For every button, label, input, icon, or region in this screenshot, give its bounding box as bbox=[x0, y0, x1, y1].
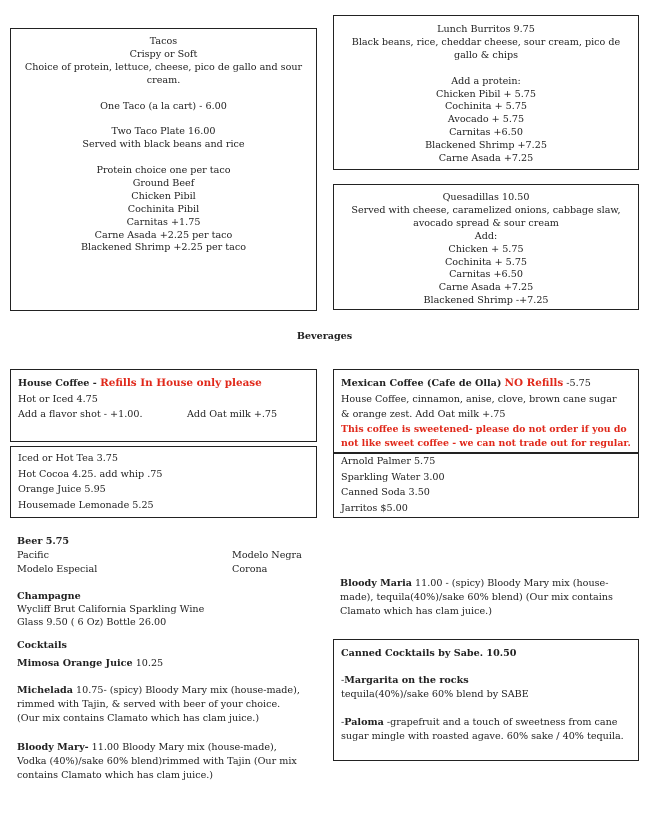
mexican-coffee-warning-1: This coffee is sweetened- please do not order if you do bbox=[341, 423, 627, 435]
quesadillas-desc-2: avocado spread & sour cream bbox=[413, 217, 559, 229]
paloma-desc: -grapefruit and a touch of sweetness from cane sugar mingle with roasted agave. 60% sake / 40% tequila. bbox=[341, 717, 624, 742]
drink-item: Iced or Hot Tea 3.75 bbox=[18, 453, 118, 464]
quesadillas-title: Quesadillas 10.50 bbox=[442, 192, 530, 203]
beer-section bbox=[17, 535, 317, 577]
flavor-shot: Add a flavor shot - +1.00. bbox=[18, 409, 143, 420]
drink-item: Canned Soda 3.50 bbox=[341, 487, 430, 498]
tacos-one: One Taco (a la cart) - 6.00 bbox=[100, 100, 227, 112]
tacos-protein-item: Carne Asada +2.25 per taco bbox=[94, 229, 233, 241]
drinks-right-section bbox=[333, 453, 639, 518]
house-coffee-refills: Refills In House only please bbox=[100, 377, 262, 389]
tacos-protein-item: Cochinita Pibil bbox=[127, 203, 200, 215]
quesadillas-protein-item: Chicken + 5.75 bbox=[448, 243, 524, 255]
quesadillas-protein-item: Carnitas +6.50 bbox=[449, 269, 523, 281]
mexican-coffee-desc-2: & orange zest. Add Oat milk +.75 bbox=[341, 409, 506, 420]
tacos-section bbox=[10, 28, 317, 311]
drink-item: Arnold Palmer 5.75 bbox=[341, 456, 436, 467]
burritos-protein-item: Carnitas +6.50 bbox=[449, 127, 523, 139]
cocktails-title: Cocktails bbox=[17, 640, 67, 651]
drink-item: Hot Cocoa 4.25. add whip .75 bbox=[18, 468, 163, 480]
champagne-title: Champagne bbox=[17, 591, 81, 602]
mimosa bbox=[17, 657, 317, 671]
burritos-title: Lunch Burritos 9.75 bbox=[437, 24, 535, 35]
margarita bbox=[341, 674, 638, 702]
burritos-protein-item: Avocado + 5.75 bbox=[447, 114, 525, 126]
house-coffee-title: House Coffee bbox=[18, 378, 90, 389]
burritos-protein-item: Chicken Pibil + 5.75 bbox=[436, 88, 536, 100]
drinks-left-section bbox=[10, 446, 317, 518]
tacos-plate-desc: Served with black beans and rice bbox=[82, 139, 245, 151]
mexican-coffee-section bbox=[333, 369, 639, 453]
mexican-coffee-warning-2: not like sweet coffee - we can not trade out for regular. bbox=[341, 437, 631, 449]
burritos-desc-1: Black beans, rice, cheddar cheese, sour cream, pico de bbox=[351, 36, 621, 48]
mexican-coffee-no-refills: NO Refills bbox=[504, 377, 564, 389]
burritos-protein-item: Blackened Shrimp +7.25 bbox=[425, 140, 547, 152]
beer-item: Modelo Negra bbox=[232, 550, 302, 561]
burritos-protein-item: Cochinita + 5.75 bbox=[444, 101, 528, 113]
oat-milk: Add Oat milk +.75 bbox=[187, 409, 278, 420]
mexican-coffee-desc-1: House Coffee, cinnamon, anise, clove, brown cane sugar bbox=[341, 393, 617, 405]
michelada-name: Michelada bbox=[17, 685, 73, 696]
drink-item: Jarritos $5.00 bbox=[341, 502, 408, 514]
beer-item: Corona bbox=[232, 564, 268, 575]
mimosa-price: 10.25 bbox=[132, 658, 164, 669]
quesadillas-protein-item: Cochinita + 5.75 bbox=[444, 256, 528, 268]
drink-item: Housemade Lemonade 5.25 bbox=[18, 499, 154, 511]
paloma-name: Paloma bbox=[344, 717, 384, 728]
michelada-desc: 10.75- (spicy) Bloody Mary mix (house-made), rimmed with Tajin, & served with beer of your choice. (Our mix contains Clamato which has clam juice.) bbox=[17, 685, 300, 724]
bloody-maria-desc: 11.00 - (spicy) Bloody Mary mix (house-made), tequila(40%)/sake 60% blend) (Our mix contains Clamato which has clam juice.) bbox=[340, 578, 613, 617]
burritos-desc-2: gallo & chips bbox=[453, 49, 519, 61]
canned-title: Canned Cocktails by Sabe. 10.50 bbox=[341, 648, 517, 659]
mimosa-name: Mimosa Orange Juice bbox=[17, 658, 133, 669]
mexican-coffee-title-line bbox=[341, 376, 638, 392]
michelada bbox=[17, 684, 305, 726]
tacos-protein-header: Protein choice one per taco bbox=[96, 165, 231, 177]
burritos-add: Add a protein: bbox=[451, 75, 521, 87]
house-coffee-title-line bbox=[18, 376, 316, 392]
house-coffee-price: Hot or Iced 4.75 bbox=[18, 393, 98, 405]
tacos-protein-item: Chicken Pibil bbox=[131, 190, 196, 202]
bloody-maria-name: Bloody Maria bbox=[340, 578, 412, 589]
tacos-protein-item: Ground Beef bbox=[132, 177, 195, 189]
burritos-protein-item: Carne Asada +7.25 bbox=[438, 153, 534, 165]
tacos-protein-item: Carnitas +1.75 bbox=[126, 216, 201, 228]
tacos-title: Tacos bbox=[149, 36, 178, 47]
tacos-desc-2: cream. bbox=[146, 74, 181, 86]
bloody-mary-name: Bloody Mary- bbox=[17, 742, 89, 753]
bloody-mary-desc: 11.00 Bloody Mary mix (house-made), Vodka (40%)/sake 60% blend)rimmed with Tajin (Our mix contains Clamato which has clam juice.) bbox=[17, 742, 297, 781]
mexican-coffee-title: Mexican Coffee (Cafe de Olla) bbox=[341, 378, 502, 389]
canned-cocktails-section bbox=[333, 639, 639, 761]
quesadillas-desc-1: Served with cheese, caramelized onions, cabbage slaw, bbox=[351, 204, 621, 216]
tacos-protein-item: Blackened Shrimp +2.25 per taco bbox=[80, 242, 247, 254]
champagne-line-2: Glass 9.50 ( 6 Oz) Bottle 26.00 bbox=[17, 617, 167, 628]
house-coffee-dash: - bbox=[89, 378, 101, 389]
paloma-prefix: - bbox=[341, 717, 345, 728]
champagne-section bbox=[17, 590, 317, 629]
drink-item: Orange Juice 5.95 bbox=[18, 484, 106, 495]
beer-item: Pacific bbox=[17, 550, 49, 561]
quesadillas-protein-item: Carne Asada +7.25 bbox=[438, 282, 534, 294]
drink-item: Sparkling Water 3.00 bbox=[341, 471, 445, 483]
margarita-prefix: - bbox=[341, 675, 345, 686]
quesadillas-section bbox=[333, 184, 639, 310]
house-coffee-section bbox=[10, 369, 317, 442]
quesadillas-protein-item: Blackened Shrimp -+7.25 bbox=[423, 295, 549, 307]
mexican-coffee-price: -5.75 bbox=[563, 378, 591, 389]
paloma bbox=[341, 716, 637, 744]
margarita-desc: tequila(40%)/sake 60% blend by SABE bbox=[341, 689, 529, 700]
beer-item: Modelo Especial bbox=[17, 564, 98, 575]
tacos-style: Crispy or Soft bbox=[129, 48, 198, 60]
tacos-plate: Two Taco Plate 16.00 bbox=[111, 126, 216, 138]
house-coffee-addons bbox=[18, 407, 316, 423]
bloody-maria bbox=[340, 577, 640, 619]
margarita-name: Margarita on the rocks bbox=[344, 675, 469, 686]
tacos-desc-1: Choice of protein, lettuce, cheese, pico de gallo and sour bbox=[24, 61, 303, 73]
bloody-mary bbox=[17, 741, 307, 783]
quesadillas-add: Add: bbox=[474, 230, 498, 242]
burritos-section bbox=[333, 15, 639, 170]
champagne-line-1: Wycliff Brut California Sparkling Wine bbox=[17, 604, 205, 615]
beer-title: Beer 5.75 bbox=[17, 536, 70, 547]
beverages-heading: Beverages bbox=[296, 331, 353, 342]
